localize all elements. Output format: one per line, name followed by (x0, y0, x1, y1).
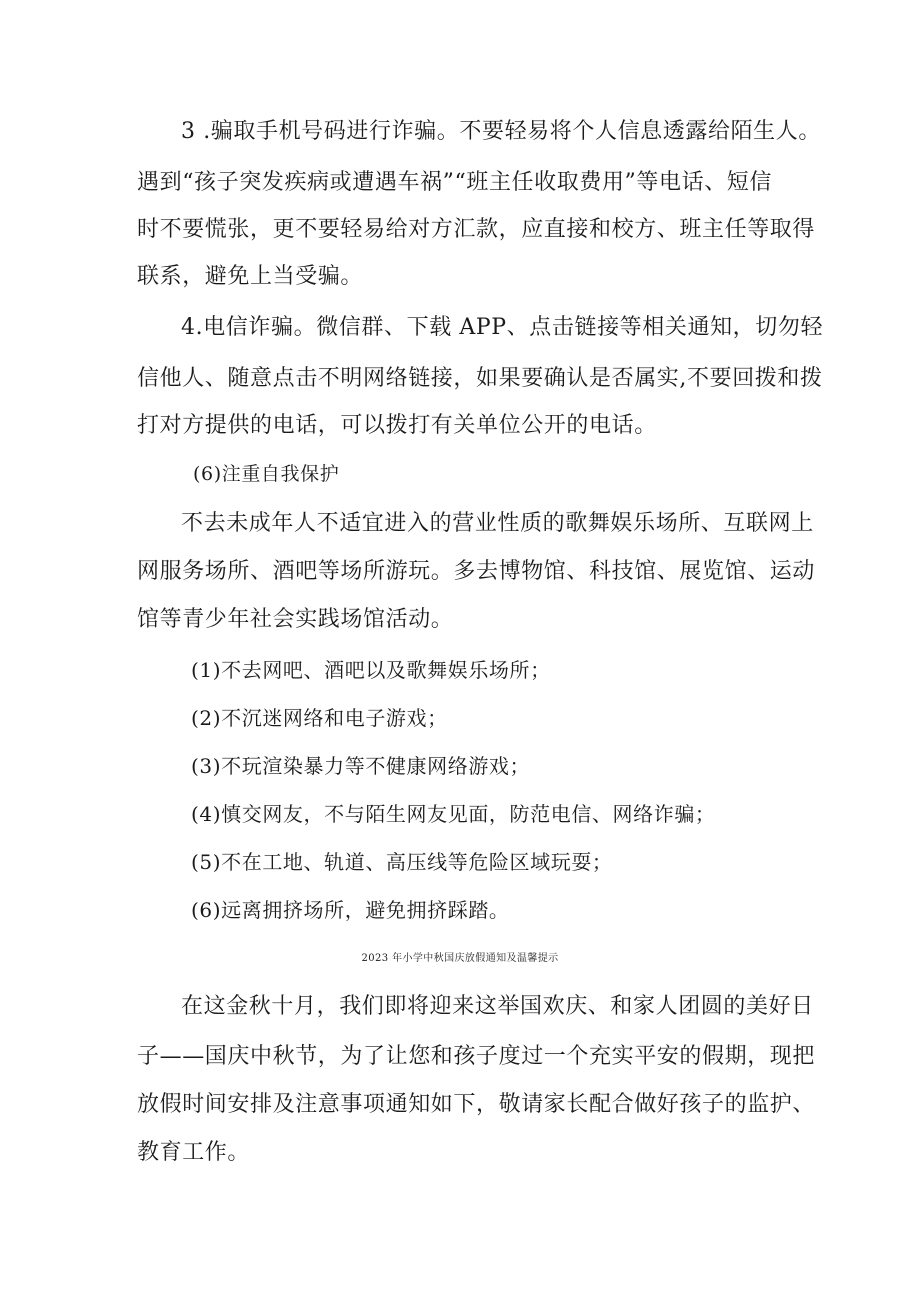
paragraph-4-line-2: 信他人、随意点击不明网络链接，如果要确认是否属实,不要回拨和拨 (137, 366, 823, 391)
notice-line-4: 教育工作。 (137, 1140, 251, 1165)
list-item: (2)不沉迷网络和电子游戏； (191, 706, 448, 730)
paragraph-3-line-4: 联系，避免上当受骗。 (137, 264, 364, 289)
list-item: (3)不玩渲染暴力等不健康网络游戏； (191, 754, 531, 778)
paragraph-4-line-1: 4.电信诈骗。微信群、下载 APP、点击链接等相关通知，切勿轻 (181, 315, 824, 340)
section-intro-line-2: 网服务场所、酒吧等场所游玩。多去博物馆、科技馆、展览馆、运动 (137, 559, 816, 584)
list-item: (5)不在工地、轨道、高压线等危险区域玩耍； (191, 850, 613, 874)
section-intro-line-3: 馆等青少年社会实践场馆活动。 (137, 607, 454, 632)
section-intro-line-1: 不去未成年人不适宜进入的营业性质的歌舞娱乐场所、互联网上 (181, 511, 814, 536)
list-item: (6)远离拥挤场所，避免拥挤踩踏。 (191, 898, 510, 922)
paragraph-3-line-3: 时不要慌张，更不要轻易给对方汇款，应直接和校方、班主任等取得 (137, 217, 816, 242)
paragraph-3-line-2: 遇到“孩子突发疾病或遭遇车祸”“班主任收取费用”等电话、短信 (137, 170, 772, 195)
paragraph-3-line-1: 3 .骗取手机号码进行诈骗。不要轻易将个人信息透露给陌生人。 (181, 119, 821, 144)
list-item: (4)慎交网友，不与陌生网友见面，防范电信、网络诈骗； (191, 802, 716, 826)
notice-title: 2023 年小学中秋国庆放假通知及温馨提示 (361, 953, 559, 964)
section-heading: (6)注重自我保护 (193, 463, 340, 485)
paragraph-4-line-3: 打对方提供的电话，可以拨打有关单位公开的电话。 (137, 413, 657, 438)
notice-line-3: 放假时间安排及注意事项通知如下，敬请家长配合做好孩子的监护、 (137, 1092, 816, 1117)
notice-line-2: 子——国庆中秋节，为了让您和孩子度过一个充实平安的假期，现把 (137, 1044, 816, 1069)
list-item: (1)不去网吧、酒吧以及歌舞娱乐场所； (191, 658, 551, 682)
notice-line-1: 在这金秋十月，我们即将迎来这举国欢庆、和家人团圆的美好日 (181, 994, 814, 1019)
